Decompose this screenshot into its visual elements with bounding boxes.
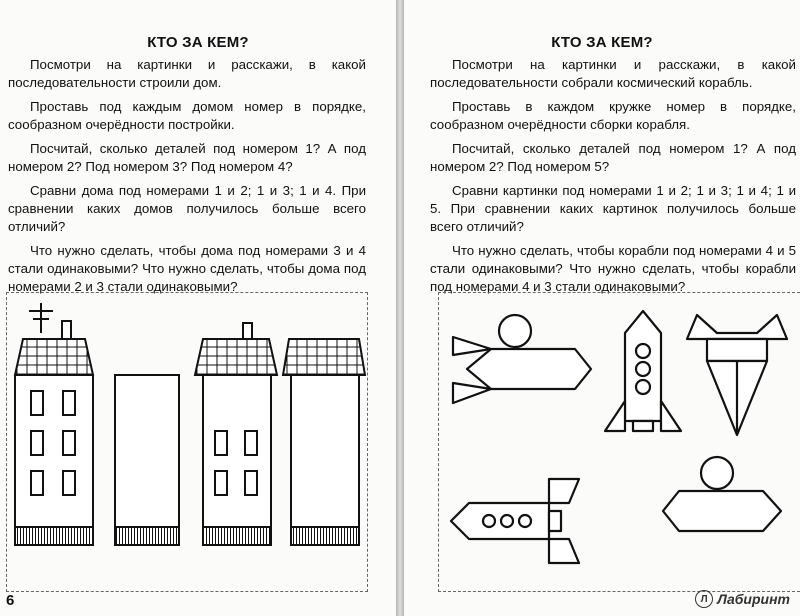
page-number: 6	[6, 592, 15, 609]
right-paragraph: Посмотри на картинки и расскажи, в какой последовательности собрали космический корабль.	[430, 57, 796, 90]
house-2	[115, 375, 179, 545]
book-gutter	[396, 0, 404, 616]
ship-4	[451, 479, 579, 563]
houses-illustration	[7, 293, 367, 591]
ship-3	[687, 315, 787, 435]
ship-5	[663, 457, 781, 531]
house-4	[283, 339, 365, 545]
right-paragraph: Что нужно сделать, чтобы корабли под номерами 4 и 5 стали одинаковыми? Что нужно сделать, чтобы корабли под номерами 4 и 3 стали одинаковыми?	[430, 243, 796, 294]
ship-1	[453, 315, 591, 403]
ship-2	[605, 311, 681, 431]
left-page-title: КТО ЗА КЕМ?	[147, 34, 249, 51]
right-paragraph: Сравни картинки под номерами 1 и 2; 1 и 3; 1 и 4; 1 и 5. При сравнении каких картинок получилось больше всего отличий?	[430, 183, 796, 234]
left-paragraph: Посчитай, сколько деталей под номером 1? А под номером 2? Под номером 3? Под номером 4?	[8, 141, 366, 174]
house-3	[195, 323, 277, 545]
right-paragraph: Посчитай, сколько деталей под номером 1? А под номером 2? Под номером 5?	[430, 141, 796, 174]
left-paragraph: Сравни дома под номерами 1 и 2; 1 и 3; 1 и 4. При сравнении каких домов получилось больше всего отличий?	[8, 183, 366, 234]
watermark-text: Лабиринт	[717, 591, 790, 607]
watermark	[695, 590, 790, 608]
right-page	[404, 0, 800, 616]
spaceships-illustration	[439, 293, 800, 591]
left-page	[0, 0, 396, 616]
left-paragraph: Проставь под каждым домом номер в порядке, сообразном очерёдности постройки.	[8, 99, 366, 132]
left-paragraph: Что нужно сделать, чтобы дома под номерами 3 и 4 стали одинаковыми? Что нужно сделать, чтобы дома под номерами 2 и 3 стали одинаковыми?	[8, 243, 366, 294]
house-1	[15, 303, 93, 545]
houses-illustration-frame	[6, 292, 368, 592]
left-paragraph: Посмотри на картинки и расскажи, в какой последовательности строили дом.	[8, 57, 366, 90]
right-page-title: КТО ЗА КЕМ?	[551, 34, 653, 51]
spaceships-illustration-frame	[438, 292, 800, 592]
labirint-logo-icon: Л	[695, 590, 713, 608]
left-page-text	[8, 56, 366, 302]
right-paragraph: Проставь в каждом кружке номер в порядке, сообразном очерёдности сборки корабля.	[430, 99, 796, 132]
right-page-text	[430, 56, 796, 302]
